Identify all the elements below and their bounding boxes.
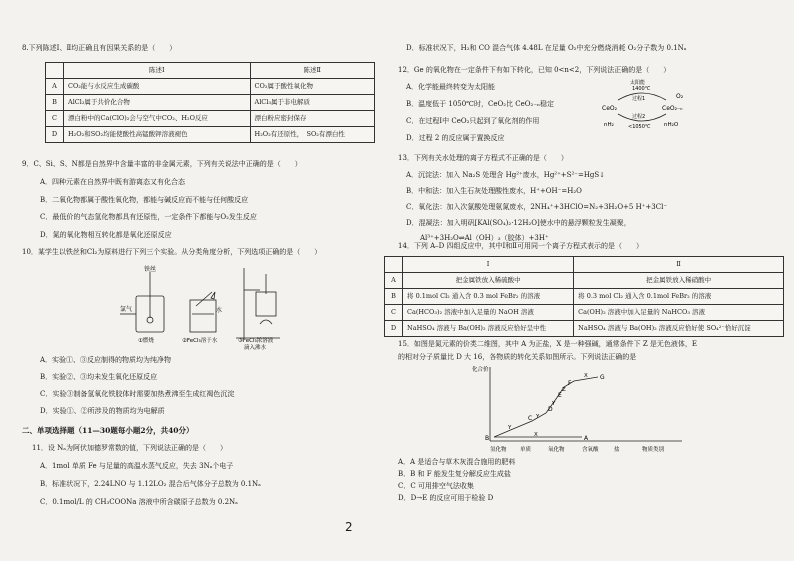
chart-point: A <box>584 435 589 442</box>
q8-cell: H₂O₂和SO₂均能使酸性高锰酸钾溶液褪色 <box>64 127 251 143</box>
q11-stem: 11．设 Nₐ为阿伏加德罗常数的值，下列说法正确的是（ ） <box>32 444 227 452</box>
q10-option-b: B．实验②、③均未发生氧化还原反应 <box>40 373 158 381</box>
q10-option-d: D．实验①、②所涉及的物质均为电解质 <box>40 407 165 415</box>
q11-option-b: B．标准状况下，2.24LNO 与 1.12LO₂ 混合后气体分子总数为 0.1Nₐ <box>40 480 261 488</box>
q15-option-b: B．B 和 F 能发生复分解反应生成盐 <box>398 470 511 478</box>
q14-header-1: Ⅰ <box>403 257 574 273</box>
fig-label: 铁丝 <box>144 266 157 273</box>
q14-cell: 将 0.3 mol Cl₂ 通入含 0.1mol FeBr₂ 的溶液 <box>574 289 784 305</box>
q15-option-d: D．D→E 的反应可用于检验 D <box>398 494 494 502</box>
table-row <box>385 273 784 289</box>
q15-stem-line1: 15．如图是氮元素的价类二维图，其中 A 为正盐，X 是一种强碱，通常条件下 Z 是无色液体，E <box>398 340 698 348</box>
diagram-label: O₂ <box>676 93 684 100</box>
fig-label: 滴入沸水 <box>244 345 267 350</box>
q8-cell: AlCl₃属于非电解质 <box>250 95 374 111</box>
chart-xcat: 氢化物 <box>490 447 507 453</box>
table-row <box>385 289 784 305</box>
q15-option-c: C．C 可用排空气法收集 <box>398 482 474 490</box>
chart-point: F <box>568 380 572 387</box>
diagram-label: 过程2 <box>632 114 646 120</box>
q8-cell: 漂白粉应密封保存 <box>250 111 374 127</box>
chart-point: E <box>558 392 562 399</box>
q9-stem: 9．C、Si、S、N都是自然界中含量丰富的非金属元素，下列有关说法中正确的是（ ） <box>22 160 302 168</box>
q10-stem: 10．某学生以铁丝和Cl₂为原料进行下列三个实验。从分类角度分析，下列选项正确的是（ ） <box>22 248 322 256</box>
q14-header-key <box>385 257 403 273</box>
q12-option-b: B．温度低于 1050℃时，CeO₂比 CeO₂₋ₙ稳定 <box>406 100 555 108</box>
q13-option-d: D．混凝法：加入明矾[KAl(SO₄)₂·12H₂O]使水中的悬浮颗粒发生凝聚， <box>406 219 631 227</box>
q8-row-key: C <box>46 111 64 127</box>
diagram-label: <1050℃ <box>628 124 651 130</box>
q14-cell: Ca(HCO₃)₂ 溶液中加入足量的 NaOH 溶液 <box>403 305 574 321</box>
q13-option-d-cont: Al³⁺+3H₂O⇌Al（OH）₃（胶体）+3H⁺ <box>406 234 549 242</box>
q14-header-2: Ⅱ <box>574 257 784 273</box>
q10-option-c: C．实验③制备氢氧化铁胶体时需要加热煮沸至生成红褐色沉淀 <box>40 390 235 398</box>
q12-option-c: C．在过程Ⅰ中 CeO₂只起到了氧化剂的作用 <box>406 117 540 125</box>
q8-row-key: A <box>46 79 64 95</box>
diagram-label: nH₂ <box>604 122 614 128</box>
q15-option-a: A．A 是适合与草木灰混合施用的肥料 <box>398 458 516 466</box>
q13-option-b: B．中和法：加入生石灰处理酸性废水，H⁺+OH⁻=H₂O <box>406 187 582 195</box>
diagram-label: CeO₂ <box>602 105 618 112</box>
q10-option-a: A．实验①、③反应制得的物质均为纯净物 <box>40 356 172 364</box>
page-number: 2 <box>345 520 353 534</box>
q14-table <box>384 256 784 337</box>
table-row <box>385 321 784 337</box>
diagram-label: 过程1 <box>632 96 646 102</box>
q12-stem: 12．Ge 的氧化物在一定条件下有如下转化，已知 0<n<2，下列说法正确的是（ ） <box>398 66 671 74</box>
chart-point: B <box>485 435 490 442</box>
q8-header-1: 陈述Ⅰ <box>64 63 251 79</box>
q14-row-key: B <box>385 289 403 305</box>
q8-cell: H₂O₂有还原性， SO₂有漂白性 <box>250 127 374 143</box>
chart-edge-label: Y <box>536 414 540 420</box>
chart-xcat: 盐 <box>614 447 620 453</box>
q12-option-a: A．化学能最终转变为太阳能 <box>406 83 496 91</box>
q9-option-c: C．最低价的气态氢化物都具有还原性，一定条件下都能与O₂发生反应 <box>40 213 257 221</box>
fig-label: ①燃烧 <box>138 338 154 344</box>
chart-point: D <box>548 406 553 413</box>
q14-row-key: A <box>385 273 403 289</box>
q14-header-row <box>385 257 784 273</box>
q8-cell: 漂白粉中的Ca(ClO)₂会与空气中CO₂、H₂O反应 <box>64 111 251 127</box>
table-row <box>46 95 375 111</box>
q10-experiment-figure <box>120 262 290 350</box>
q14-row-key: D <box>385 321 403 337</box>
q11-option-a: A．1mol 单质 Fe 与足量的高温水蒸气反应，失去 3Nₐ个电子 <box>40 462 234 470</box>
chart-xcat: 含氧酸 <box>582 447 599 453</box>
q11-option-d: D．标准状况下，H₂和 CO 混合气体 4.48L 在足量 O₂中充分燃烧消耗 O₂分子数为 0.1Nₐ <box>406 44 687 52</box>
chart-point: C <box>528 415 533 422</box>
q14-cell: 把金属铁放入稀硝酸中 <box>574 273 784 289</box>
fig-label: ②FeCl₃溶于水 <box>182 338 218 344</box>
q14-cell: NaHSO₄ 溶液与 Ba(OH)₂ 溶液反应恰好使 SO₄²⁻恰好沉淀 <box>574 321 784 337</box>
q12-option-d: D．过程 2 的反应属于置换反应 <box>406 134 505 142</box>
q14-row-key: C <box>385 305 403 321</box>
q14-cell: Ca(OH)₂ 溶液中加入足量的 NaHCO₃ 溶液 <box>574 305 784 321</box>
diagram-label: 太阳能 <box>630 80 646 86</box>
chart-xcat: 单质 <box>520 447 532 453</box>
chart-xcat: 物质类别 <box>642 447 665 453</box>
q8-cell: CO₂属于酸性氧化物 <box>250 79 374 95</box>
chart-edge-label: Y <box>508 425 512 431</box>
q9-option-a: A．四种元素在自然界中既有游离态又有化合态 <box>40 178 186 186</box>
chart-edge-label: Z <box>562 387 566 393</box>
q15-stem-line2: 的相对分子质量比 D 大 16，各物质的转化关系如图所示。下列说法正确的是 <box>398 353 637 361</box>
chart-point: G <box>600 374 605 381</box>
table-row <box>46 127 375 143</box>
q8-row-key: B <box>46 95 64 111</box>
chart-edge-label: Y <box>552 401 556 407</box>
q8-stem: 8.下列陈述Ⅰ、Ⅱ均正确且有因果关系的是（ ） <box>22 44 177 52</box>
table-row <box>46 111 375 127</box>
q9-option-b: B．二氧化物都属于酸性氧化物，都能与碱反应而不能与任何酸反应 <box>40 196 249 204</box>
q13-option-c: C．氧化法：加入次氯酸处理氨氮废水，2NH₄⁺+3HClO=N₂+3H₂O+5 H⁺+3Cl⁻ <box>406 203 668 211</box>
q8-row-key: D <box>46 127 64 143</box>
q13-option-a: A．沉淀法：加入 Na₂S 处理含 Hg²⁺废水，Hg²⁺+S²⁻=HgS↓ <box>406 171 606 179</box>
diagram-label: CeO₂₋ₙ <box>662 105 683 112</box>
q14-cell: NaHSO₄ 溶液与 Ba(OH)₂ 溶液反应恰好呈中性 <box>403 321 574 337</box>
q14-cell: 将 0.1mol Cl₂ 通入含 0.3 mol FeBr₂ 的溶液 <box>403 289 574 305</box>
q8-cell: AlCl₃属于共价化合物 <box>64 95 251 111</box>
q14-cell: 把金属铁放入稀硫酸中 <box>403 273 574 289</box>
chart-edge-label: X <box>534 432 538 438</box>
diagram-label: nH₂O <box>664 122 679 128</box>
q9-option-d: D．氮的氧化物相互转化都是氧化还原反应 <box>40 231 172 239</box>
q8-table <box>45 62 375 143</box>
q8-cell: CO₂能与水反应生成碳酸 <box>64 79 251 95</box>
section-2-heading: 二、单项选择题（11—30题每小题2分，共40分） <box>22 426 194 435</box>
q13-stem: 13．下列有关水处理的离子方程式不正确的是（ ） <box>398 154 568 162</box>
q8-header-key <box>46 63 64 79</box>
chart-ylabel: 化合价 <box>472 367 489 373</box>
q12-cycle-diagram <box>602 78 692 136</box>
table-row <box>46 79 375 95</box>
fig-label: 氯气 <box>120 306 133 313</box>
q11-option-c: C．0.1mol/L 的 CH₃COONa 溶液中所含碳原子总数为 0.2Nₐ <box>40 498 238 506</box>
table-row <box>385 305 784 321</box>
q8-header-row <box>46 63 375 79</box>
fig-label: ③FeCl₃浓溶液 <box>238 338 274 344</box>
diagram-label: 1400℃ <box>632 86 651 92</box>
q15-nitrogen-diagram <box>472 363 702 455</box>
chart-xcat: 氧化物 <box>548 447 565 453</box>
q8-header-2: 陈述Ⅱ <box>250 63 374 79</box>
q14-stem: 14．下列 A–D 四组反应中，其中Ⅰ和Ⅱ可用同一个离子方程式表示的是（ ） <box>398 242 644 250</box>
fig-label: 水 <box>216 307 223 314</box>
chart-edge-label: X <box>584 373 588 379</box>
